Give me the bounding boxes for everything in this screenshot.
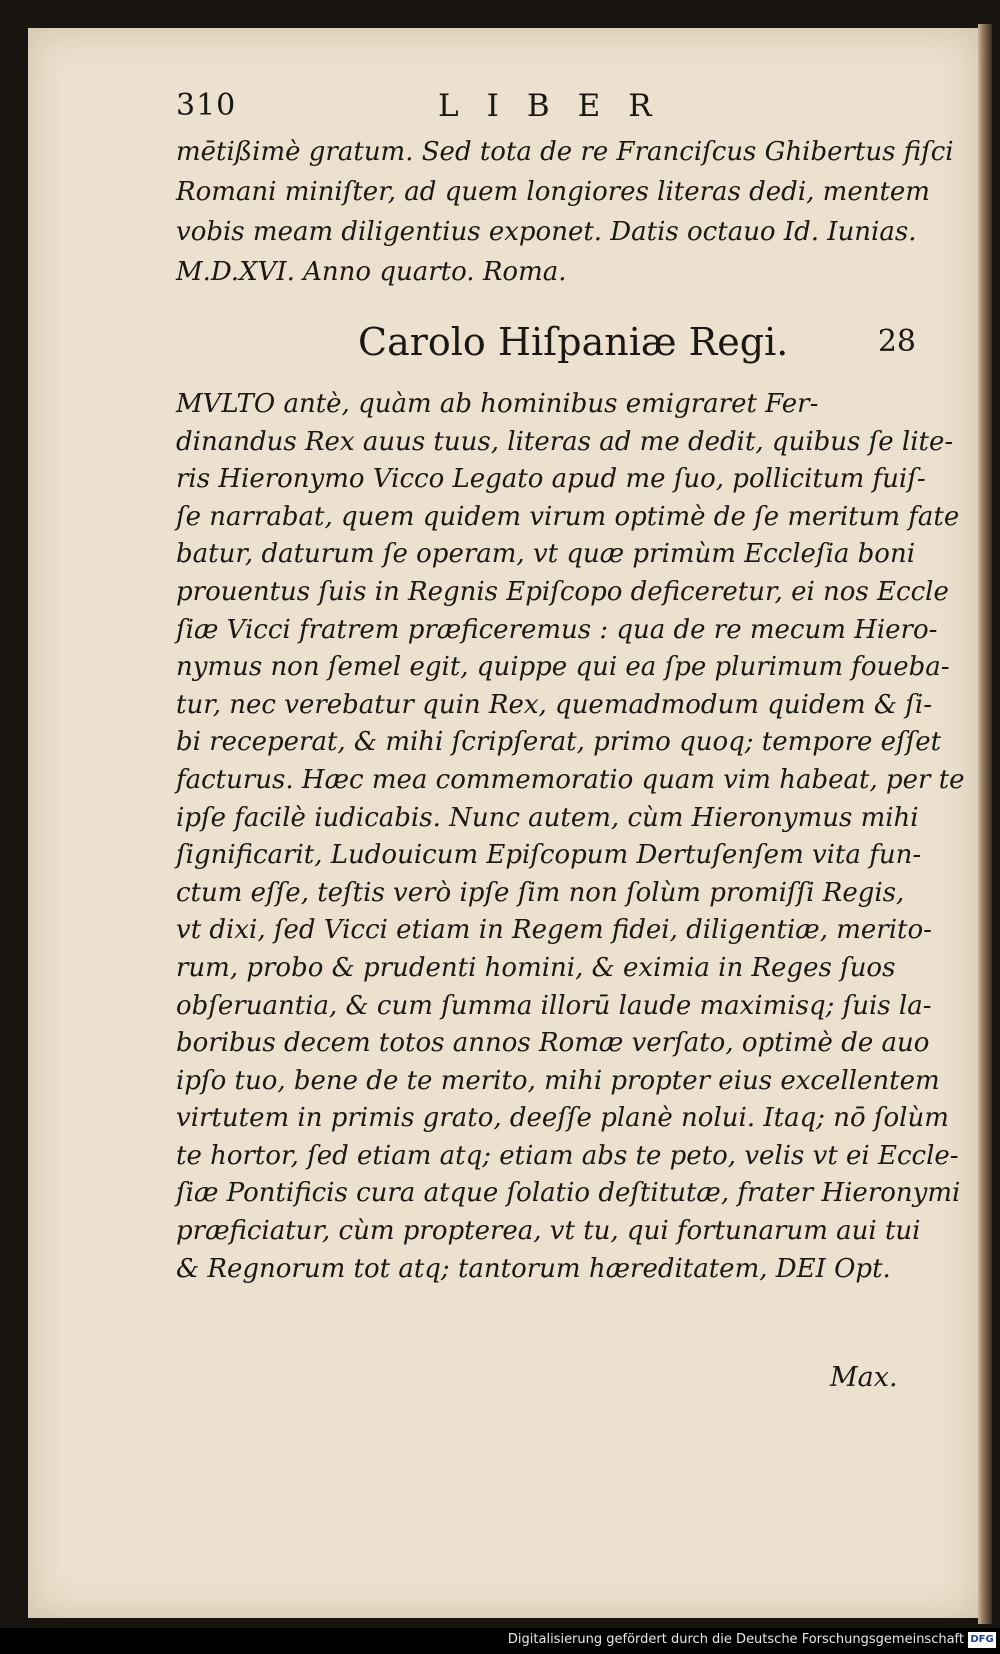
- text-line: mētißimè gratum. Sed tota de re Franciſcus Ghibertus fiſci: [176, 137, 954, 167]
- text-line: batur, daturum ſe operam, vt quæ primùm Eccleſia boni: [176, 539, 916, 570]
- letter-body: [176, 386, 965, 1288]
- text-line: ſiæ Pontificis cura atque ſolatio deſtitutæ, frater Hieronymi: [176, 1178, 961, 1209]
- text-line: ſe narrabat, quem quidem virum optimè de ſe meritum fate: [176, 501, 960, 532]
- text-line: ſiæ Vicci fratrem præficeremus : qua de re mecum Hiero-: [176, 614, 938, 645]
- text-line: nymus non ſemel egit, quippe qui ea ſpe plurimum foueba-: [176, 652, 950, 683]
- letter-closing-text: [176, 132, 954, 292]
- text-line: ſignificarit, Ludouicum Epiſcopum Dertuſenſem vita fun-: [176, 840, 922, 871]
- text-line: ipſo tuo, bene de te merito, mihi propter eius excellentem: [176, 1065, 940, 1096]
- text-line: vobis meam diligentius exponet. Datis octauo Id. Iunias.: [176, 217, 917, 247]
- text-line: præficiatur, cùm propterea, vt tu, qui fortunarum aui tui: [176, 1216, 921, 1247]
- letter-heading: [176, 320, 916, 380]
- text-line: prouentus ſuis in Regnis Epiſcopo deficeretur, ei nos Eccle: [176, 576, 949, 607]
- page-number: 310: [176, 88, 237, 123]
- letter-title: Carolo Hiſpaniæ Regi.: [358, 320, 789, 364]
- text-line: bi receperat, & mihi ſcripſerat, primo quoq; tempore eſſet: [176, 727, 942, 758]
- text-line: virtutem in primis grato, deeſſe planè nolui. Itaq; nō ſolùm: [176, 1103, 949, 1134]
- text-line: facturus. Hæc mea commemoratio quam vim habeat, per te: [176, 764, 965, 795]
- text-line: ris Hieronymo Vicco Legato apud me ſuo, pollicitum fuiſ-: [176, 464, 926, 495]
- letter-number: 28: [877, 324, 916, 359]
- text-line: te hortor, ſed etiam atq; etiam abs te peto, velis vt ei Eccle-: [176, 1140, 959, 1171]
- text-line: M.D.XVI. Anno quarto. Roma.: [176, 257, 567, 287]
- page-edge: [978, 24, 992, 1624]
- text-line: Romani miniſter, ad quem longiores literas dedi, mentem: [176, 177, 930, 207]
- text-line: boribus decem totos annos Romæ verſato, optimè de auo: [176, 1028, 930, 1059]
- text-line: MVLTO antè, quàm ab hominibus emigraret Fer-: [176, 389, 819, 419]
- text-line: ctum eſſe, teſtis verò ipſe ſim non ſolùm promiſſi Regis,: [176, 877, 905, 908]
- running-title: LIBER: [438, 88, 680, 124]
- funding-credit: Digitalisierung gefördert durch die Deutsche Forschungsgemeinschaft: [507, 1632, 964, 1647]
- text-line: dinandus Rex auus tuus, literas ad me dedit, quibus ſe lite-: [176, 426, 954, 457]
- text-line: rum, probo & prudenti homini, & eximia in Reges ſuos: [176, 952, 896, 983]
- dfg-logo: DFG: [968, 1632, 996, 1648]
- footer-bar: [0, 1628, 1000, 1654]
- text-line: & Regnorum tot atq; tantorum hæreditatem, DEI Opt.: [176, 1253, 891, 1284]
- text-line: ipſe facilè iudicabis. Nunc autem, cùm Hieronymus mihi: [176, 802, 919, 833]
- catchword: Max.: [830, 1362, 898, 1393]
- running-head: [176, 88, 936, 138]
- text-line: tur, nec verebatur quin Rex, quemadmodum quidem & ſi-: [176, 689, 933, 720]
- text-line: vt dixi, ſed Vicci etiam in Regem fidei, diligentiæ, merito-: [176, 915, 932, 946]
- text-line: obſeruantia, & cum ſumma illorū laude maximisq; ſuis la-: [176, 990, 932, 1021]
